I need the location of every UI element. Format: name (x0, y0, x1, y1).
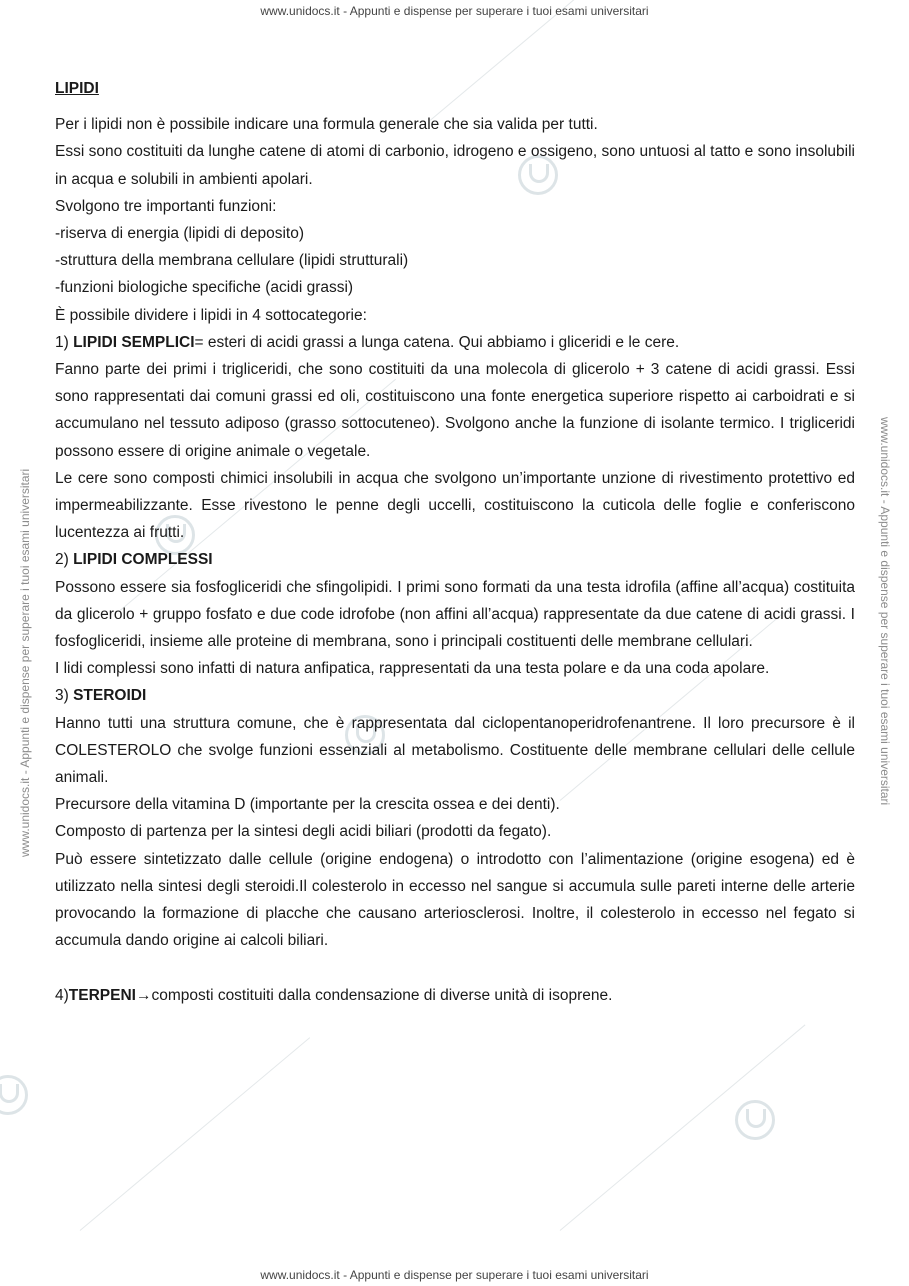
watermark-top: www.unidocs.it - Appunti e dispense per superare i tuoi esami universitari (260, 4, 649, 18)
arrow-icon: → (135, 986, 152, 1004)
section-3-heading (55, 682, 855, 709)
section-definition: = esteri di acidi grassi a lunga catena. Qui abbiamo i gliceridi e le cere. (194, 333, 680, 351)
section-2-heading (55, 546, 855, 573)
section-title: STEROIDI (73, 687, 147, 705)
intro-paragraph-1: Per i lipidi non è possibile indicare una formula generale che sia valida per tutti. (55, 116, 598, 134)
function-item: -funzioni biologiche specifiche (acidi grassi) (55, 279, 354, 297)
section-1-paragraph: Le cere sono composti chimici insolubili in acqua che svolgono un’importante unzione di rivestimento protettivo ed impermeabilizzante. Esse rivestono le penne degli uccelli, costituiscono la cuticola delle foglie e conferiscono lucentezza ai frutti. (55, 469, 855, 542)
watermark-line (80, 1037, 310, 1231)
watermark-bottom: www.unidocs.it - Appunti e dispense per superare i tuoi esami universitari (260, 1268, 649, 1282)
function-item: -riserva di energia (lipidi di deposito) (55, 225, 304, 243)
section-1-paragraph: Fanno parte dei primi i trigliceridi, che sono costituiti da una molecola di glicerolo + 3 catene di acidi grassi. Essi sono rappresentati dai comuni grassi ed oli, costituiscono una fonte energetica superiore rispetto ai carboidrati e si accumulano nel tessuto adiposo (grasso sottocuteneo). Svolgono anche la funzione di isolante termico. I trigliceridi possono essere di origine animale o vegetale. (55, 361, 855, 460)
section-1-heading (55, 329, 855, 356)
section-title: LIPIDI SEMPLICI (73, 333, 195, 351)
section-number: 4) (55, 986, 69, 1004)
watermark-left: www.unidocs.it - Appunti e dispense per superare i tuoi esami universitari (18, 468, 32, 857)
section-definition: composti costituiti dalla condensazione di diverse unità di isoprene. (151, 986, 613, 1004)
categories-intro: È possibile dividere i lipidi in 4 sottocategorie: (55, 306, 367, 324)
section-2-paragraph: I lidi complessi sono infatti di natura anfipatica, rappresentati da una testa polare e da una coda apolare. (55, 660, 770, 678)
section-title: TERPENI (68, 986, 136, 1004)
section-2-paragraph: Possono essere sia fosfogliceridi che sfingolipidi. I primi sono formati da una testa idrofila (affine all’acqua) costituita da glicerolo + gruppo fosfato e due code idrofobe (non affini all’acqua) rappresentate da due catene di acidi grassi. I fosfogliceridi, insieme alle proteine di membrana, sono i principali costituenti delle membrane cellulari. (55, 578, 855, 651)
spacer (55, 955, 855, 982)
section-number: 1) (55, 333, 74, 351)
watermark-right: www.unidocs.it - Appunti e dispense per superare i tuoi esami universitari (878, 417, 892, 806)
document-title: LIPIDI (55, 80, 99, 97)
unidocs-logo-icon (0, 1075, 28, 1115)
section-3-paragraph: Può essere sintetizzato dalle cellule (origine endogena) o introdotto con l’alimentazione (origine esogena) ed è utilizzato nella sintesi degli steroidi.Il colesterolo in eccesso nel sangue si accumula sulle pareti interne delle arterie provocando la formazione di placche che causano arteriosclerosi. Inoltre, il colesterolo in eccesso nel fegato si accumula dando origine ai calcoli biliari. (55, 850, 855, 950)
section-number: 2) (55, 551, 74, 569)
intro-paragraph-2: Essi sono costituiti da lunghe catene di atomi di carbonio, idrogeno e ossigeno, sono untuosi al tatto e sono insolubili in acqua e solubili in ambienti apolari. (55, 143, 855, 188)
unidocs-logo-icon (735, 1100, 775, 1140)
section-3-paragraph: Hanno tutti una struttura comune, che è rappresentata dal ciclopentanoperidrofenantrene. Il loro precursore è il COLESTEROLO che svolge funzioni essenziali al metabolismo. Costituente delle membrane cellulari delle cellule animali. (55, 714, 855, 787)
section-3-paragraph: Precursore della vitamina D (importante per la crescita ossea e dei denti). (55, 796, 560, 814)
functions-intro: Svolgono tre importanti funzioni: (55, 197, 277, 215)
section-3-paragraph: Composto di partenza per la sintesi degli acidi biliari (prodotti da fegato). (55, 823, 552, 841)
section-title: LIPIDI COMPLESSI (73, 551, 213, 569)
document-body (55, 75, 855, 1009)
section-number: 3) (55, 687, 74, 705)
section-4-heading (55, 982, 855, 1009)
function-item: -struttura della membrana cellulare (lipidi strutturali) (55, 252, 409, 270)
